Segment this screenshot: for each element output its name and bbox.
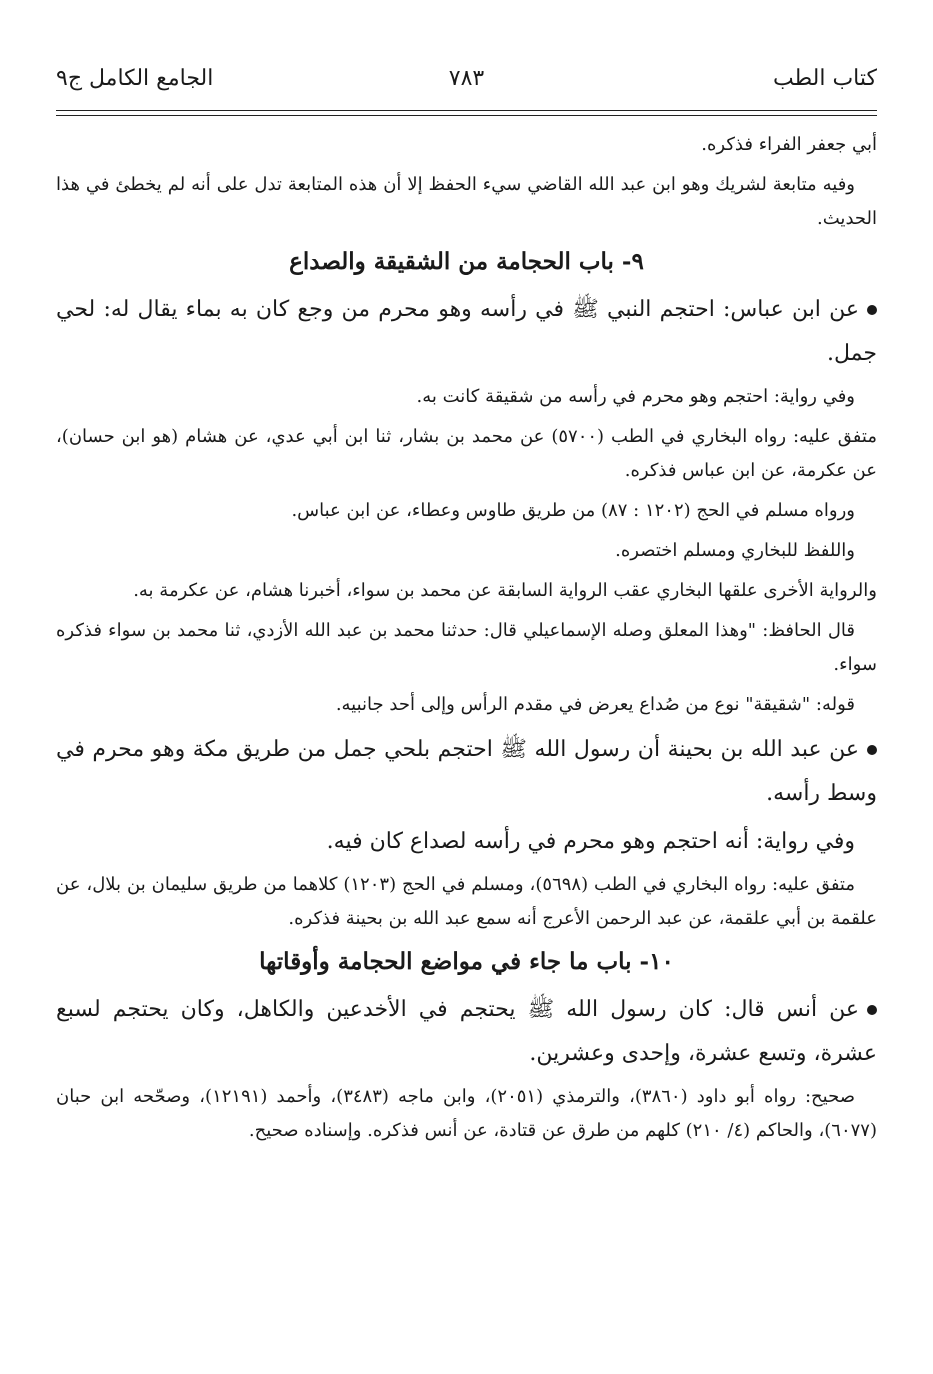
page-number: ٧٨٣ [448,66,485,91]
bullet-icon [867,1005,877,1015]
paragraph: وفي رواية: احتجم وهو محرم في رأسه من شقيقة كانت به. [416,386,855,407]
hadith-text: عن أنس قال: كان رسول الله ﷺ يحتجم في الأخدعين والكاهل، وكان يحتجم لسبع عشرة، وتسع عشرة، وإحدى وعشرين. [56,997,877,1066]
paragraph: صحيح: رواه أبو داود (٣٨٦٠)، والترمذي (٢٠٥١)، وابن ماجه (٣٤٨٣)، وأحمد (١٢١٩١)، وصحّحه ابن حبان (٦٠٧٧)، والحاكم (٤/ ٢١٠) كلهم من طرق عن قتادة، عن أنس فذكره. وإسناده صحيح. [56,1086,877,1141]
paragraph: قال الحافظ: "وهذا المعلق وصله الإسماعيلي قال: حدثنا محمد بن عبد الله الأزدي، ثنا محمد بن سواء فذكره سواء. [56,620,877,675]
page-header [56,66,877,100]
paragraph: قوله: "شقيقة" نوع من صُداع يعرض في مقدم الرأس وإلى أحد جانبيه. [335,694,855,715]
hadith-text: عن ابن عباس: احتجم النبي ﷺ في رأسه وهو محرم من وجع كان به بماء يقال له: لحي جمل. [56,297,877,366]
hadith-item [56,288,877,376]
chapter-heading: ٩- باب الحجامة من الشقيقة والصداع [289,248,644,275]
hadith-variant: وفي رواية: أنه احتجم وهو محرم في رأسه لصداع كان فيه. [326,829,855,854]
hadith-text: عن عبد الله بن بحينة أن رسول الله ﷺ احتجم بلحي جمل من طريق مكة وهو محرم في وسط رأسه. [56,737,877,806]
bullet-icon [867,745,877,755]
header-rule-bottom [56,115,877,116]
paragraph: وفيه متابعة لشريك وهو ابن عبد الله القاضي سيء الحفظ إلا أن هذه المتابعة تدل على أنه لم يخطئ في هذا الحديث. [56,174,877,229]
paragraph: متفق عليه: رواه البخاري في الطب (٥٧٠٠) عن محمد بن بشار، ثنا ابن أبي عدي، عن هشام (هو ابن حسان)، عن عكرمة، عن ابن عباس فذكره. [56,426,877,481]
paragraph: أبي جعفر الفراء فذكره. [701,134,877,155]
paragraph: والرواية الأخرى علقها البخاري عقب الرواية السابقة عن محمد بن سواء، أخبرنا هشام، عن عكرمة به. [133,580,877,601]
hadith-item [56,728,877,816]
header-volume: الجامع الكامل ج٩ [56,66,214,91]
header-chapter: كتاب الطب [773,66,877,91]
paragraph: ورواه مسلم في الحج (١٢٠٢ : ٨٧) من طريق طاوس وعطاء، عن ابن عباس. [291,500,855,521]
hadith-item [56,988,877,1076]
page-body [56,128,877,1154]
header-rule-top [56,110,877,111]
paragraph: واللفظ للبخاري ومسلم اختصره. [615,540,855,561]
paragraph: متفق عليه: رواه البخاري في الطب (٥٦٩٨)، ومسلم في الحج (١٢٠٣) كلاهما من طريق سليمان بن بلال، عن علقمة بن أبي علقمة، عن عبد الرحمن الأعرج أنه سمع عبد الله بن بحينة فذكره. [56,874,877,929]
bullet-icon [867,305,877,315]
chapter-heading: ١٠- باب ما جاء في مواضع الحجامة وأوقاتها [259,948,674,975]
